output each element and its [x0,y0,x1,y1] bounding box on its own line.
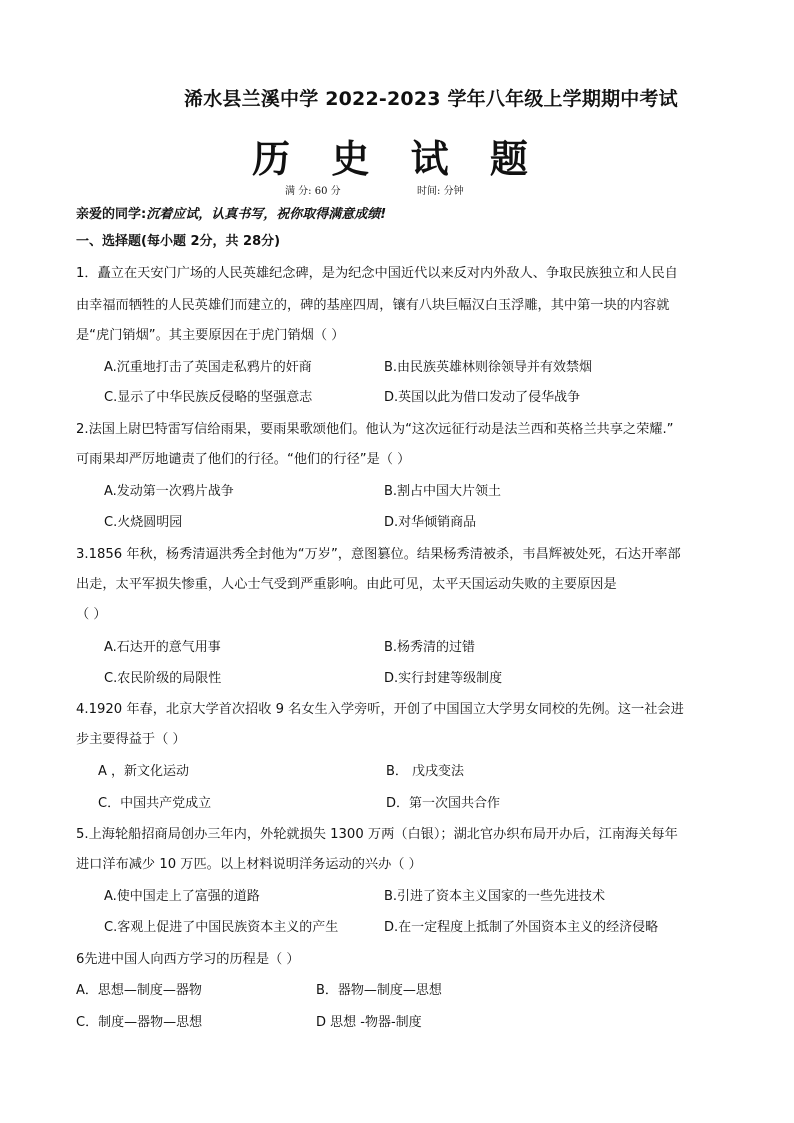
question-4-option-b: B． 戊戌变法 [386,764,465,779]
question-2-option-d: D.对华倾销商品 [384,515,477,530]
question-2-line-1: 2.法国上尉巴特雷写信给雨果，要雨果歌颂他们。他认为“这次远征行动是法兰西和英格兰共享之荣耀.” [76,422,674,437]
question-1-line-1: 1．矗立在天安门广场的人民英雄纪念碑，是为纪念中国近代以来反对内外敌人、争取民族独立和人民自 [76,266,678,281]
question-5-option-d: D.在一定程度上抵制了外国资本主义的经济侵略 [384,920,659,935]
section-heading: 一、选择题(每小题 2分，共 28分) [76,234,281,249]
question-3-line-2: 出走，太平军损失惨重，人心士气受到严重影响。由此可见，太平天国运动失败的主要原因是 [76,577,617,592]
question-4-line-1: 4.1920 年春，北京大学首次招收 9 名女生入学旁听，开创了中国国立大学男女同校的先例。这一社会进 [76,702,684,717]
question-6-option-c: C．制度—器物—思想 [76,1015,203,1030]
question-4-option-d: D．第一次国共合作 [386,796,501,811]
question-6-option-d: D 思想 -物器-制度 [316,1015,422,1030]
question-1-option-d: D.英国以此为借口发动了侵华战争 [384,390,581,405]
question-3-option-c: C.农民阶级的局限性 [104,671,222,686]
time-label: 时间: 分钟 [417,186,464,197]
question-2-option-c: C.火烧圆明园 [104,515,183,530]
score-label: 满 分: 60 分 [285,186,341,197]
question-1-option-c: C.显示了中华民族反侵略的坚强意志 [104,390,313,405]
school-exam-header: 浠水县兰溪中学 2022-2023 学年八年级上学期期中考试 [184,88,678,110]
question-2-option-b: B.割占中国大片领土 [384,484,502,499]
greeting [76,203,386,222]
question-6-line-1: 6先进中国人向西方学习的历程是（ ） [76,952,300,967]
question-5-option-b: B.引进了资本主义国家的一些先进技术 [384,889,606,904]
question-6-option-b: B．器物—制度—思想 [316,983,442,998]
question-6-option-a: A．思想—制度—器物 [76,983,202,998]
question-2-option-a: A.发动第一次鸦片战争 [104,484,234,499]
question-5-line-2: 进口洋布减少 10 万匹。以上材料说明洋务运动的兴办（ ） [76,857,422,872]
question-1-option-b: B.由民族英雄林则徐领导并有效禁烟 [384,360,593,375]
question-5-option-c: C.客观上促进了中国民族资本主义的产生 [104,920,339,935]
greeting-message: 沉着应试，认真书写，祝你取得满意成绩! [146,207,387,222]
question-3-line-1: 3.1856 年秋，杨秀清逼洪秀全封他为“万岁”，意图篡位。结果杨秀清被杀，韦昌辉被处死，石达开率部 [76,547,681,562]
exam-meta [285,182,464,197]
question-2-line-2: 可雨果却严厉地谴责了他们的行径。“他们的行径”是（ ） [76,452,411,467]
question-4-line-2: 步主要得益于（ ） [76,732,186,747]
page-title: 历 史 试 题 [252,137,542,181]
greeting-lead: 亲爱的同学: [76,207,147,222]
question-4-option-c: C．中国共产党成立 [98,796,212,811]
question-1-line-3: 是“虎门销烟”。其主要原因在于虎门销烟（ ） [76,328,345,343]
question-3-line-3: （ ） [76,607,107,622]
question-1-line-2: 由幸福而牺牲的人民英雄们而建立的，碑的基座四周，镶有八块巨幅汉白玉浮雕，其中第一块的内容就 [76,298,670,313]
question-3-option-a: A.石达开的意气用事 [104,640,221,655]
question-3-option-d: D.实行封建等级制度 [384,671,503,686]
question-5-line-1: 5.上海轮船招商局创办三年内，外轮就损失 1300 万两（白银）；湖北官办织布局开办后，江南海关每年 [76,827,678,842]
question-5-option-a: A.使中国走上了富强的道路 [104,889,260,904]
question-1-option-a: A.沉重地打击了英国走私鸦片的奸商 [104,360,312,375]
question-4-option-a: A ，新文化运动 [98,764,190,779]
question-3-option-b: B.杨秀清的过错 [384,640,476,655]
